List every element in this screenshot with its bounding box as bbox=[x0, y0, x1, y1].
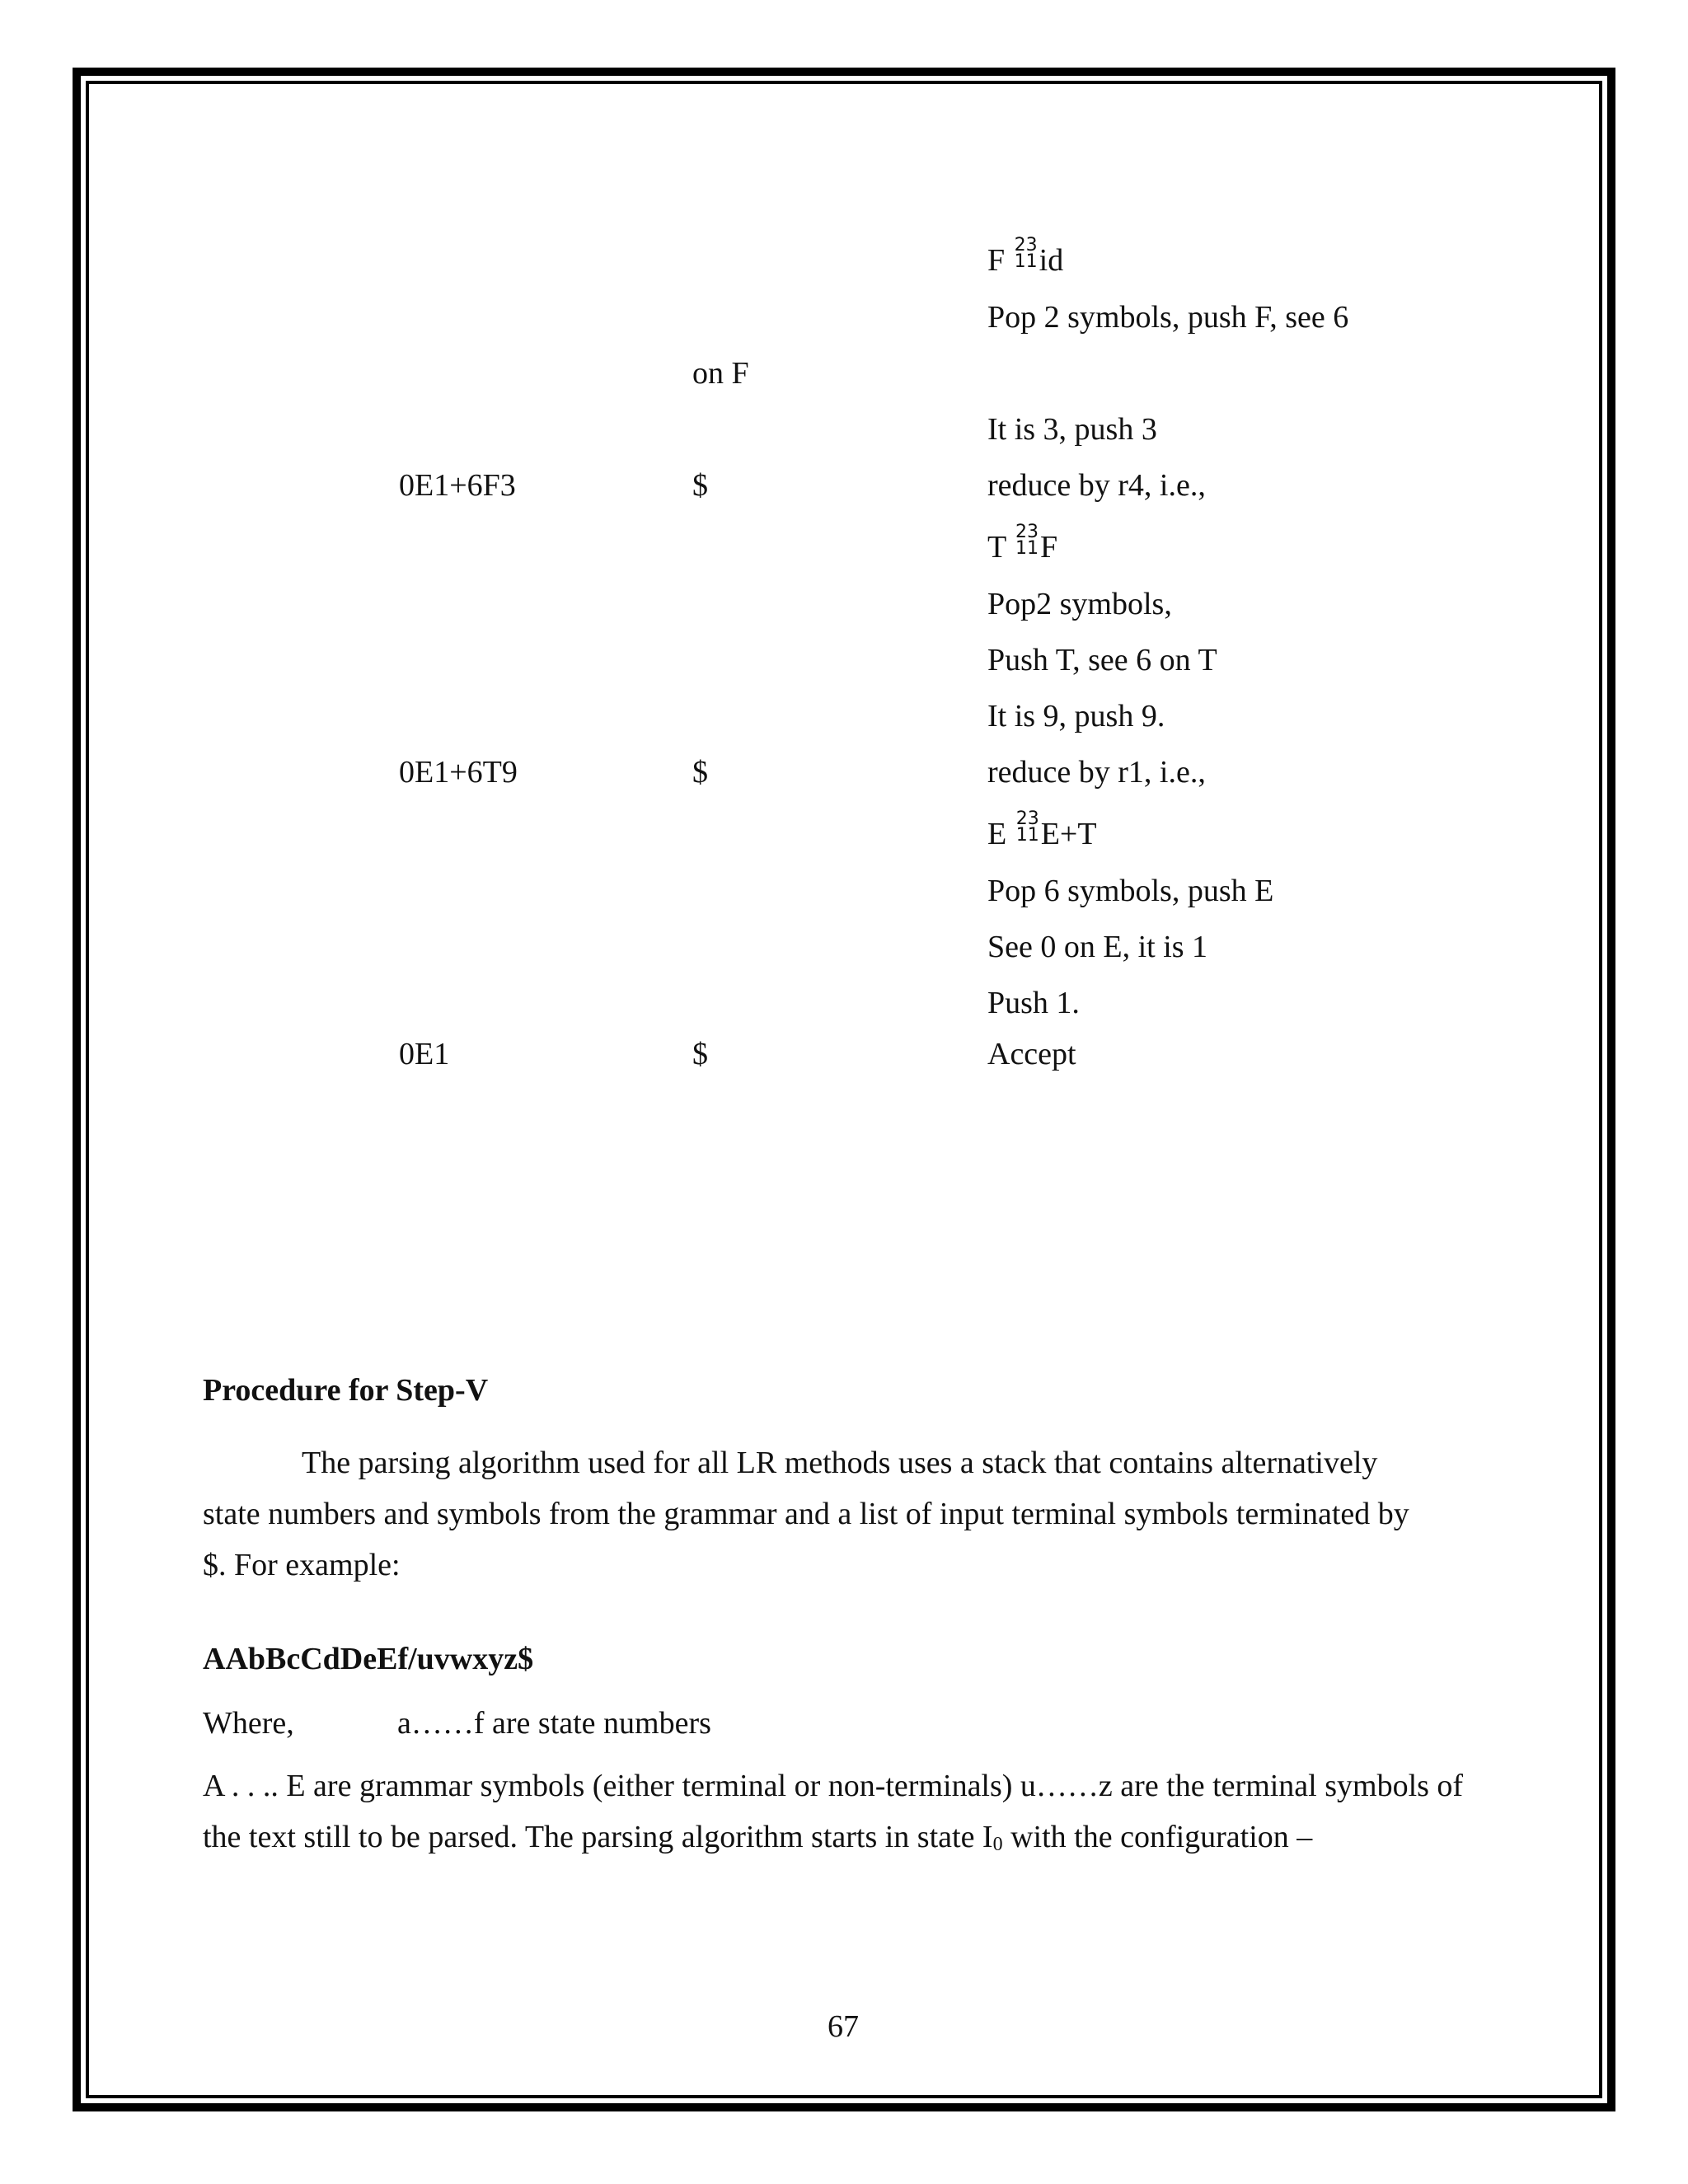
action-text: Push T, see 6 on T bbox=[987, 643, 1217, 677]
action-cell: reduce by r1, i.e., bbox=[987, 755, 1206, 790]
action-cell: reduce by r4, i.e., bbox=[987, 468, 1206, 503]
input-cell: $ bbox=[692, 468, 708, 503]
paragraph-line: The parsing algorithm used for all LR methods uses a stack that contains alternatively bbox=[302, 1446, 1378, 1480]
input-cell: $ bbox=[692, 755, 708, 790]
production-arrow-icon: 23 11 bbox=[1015, 808, 1039, 846]
stack-cell: 0E1 bbox=[399, 1037, 450, 1071]
input-cell: $ bbox=[692, 1037, 708, 1071]
paragraph-line: $. For example: bbox=[203, 1548, 401, 1582]
where-text: a……f are state numbers bbox=[397, 1706, 711, 1741]
section-heading: Procedure for Step-V bbox=[203, 1373, 489, 1408]
production-e-et: E 23 11 E+T bbox=[987, 808, 1097, 851]
page-number: 67 bbox=[828, 2009, 859, 2044]
production-arrow-icon: 23 11 bbox=[1015, 522, 1039, 559]
action-text: It is 9, push 9. bbox=[987, 699, 1165, 733]
action-cell: Accept bbox=[987, 1037, 1076, 1071]
paragraph-line: state numbers and symbols from the grammar and a list of input terminal symbols terminated by bbox=[203, 1497, 1409, 1531]
action-text: Pop 2 symbols, push F, see 6 bbox=[987, 300, 1349, 335]
production-arrow-icon: 23 11 bbox=[1014, 235, 1038, 272]
paragraph-line: the text still to be parsed. The parsing algorithm starts in state I0 with the configuration – bbox=[203, 1820, 1313, 1855]
paragraph-line: A . . .. E are grammar symbols (either terminal or non-terminals) u……z are the terminal symbols of bbox=[203, 1769, 1464, 1803]
stack-cell: 0E1+6T9 bbox=[399, 755, 518, 790]
action-text: Push 1. bbox=[987, 986, 1080, 1020]
action-text: Pop2 symbols, bbox=[987, 587, 1172, 621]
where-label: Where, bbox=[203, 1706, 294, 1741]
action-text: Pop 6 symbols, push E bbox=[987, 874, 1274, 908]
production-f-id: F 23 11 id bbox=[987, 235, 1064, 278]
stack-cell: 0E1+6F3 bbox=[399, 468, 516, 503]
production-t-f: T 23 11 F bbox=[987, 522, 1058, 565]
action-text: It is 3, push 3 bbox=[987, 412, 1157, 447]
action-text: See 0 on E, it is 1 bbox=[987, 930, 1208, 964]
input-text: on F bbox=[692, 356, 749, 391]
example-string: AAbBcCdDeEf/uvwxyz$ bbox=[203, 1642, 534, 1676]
